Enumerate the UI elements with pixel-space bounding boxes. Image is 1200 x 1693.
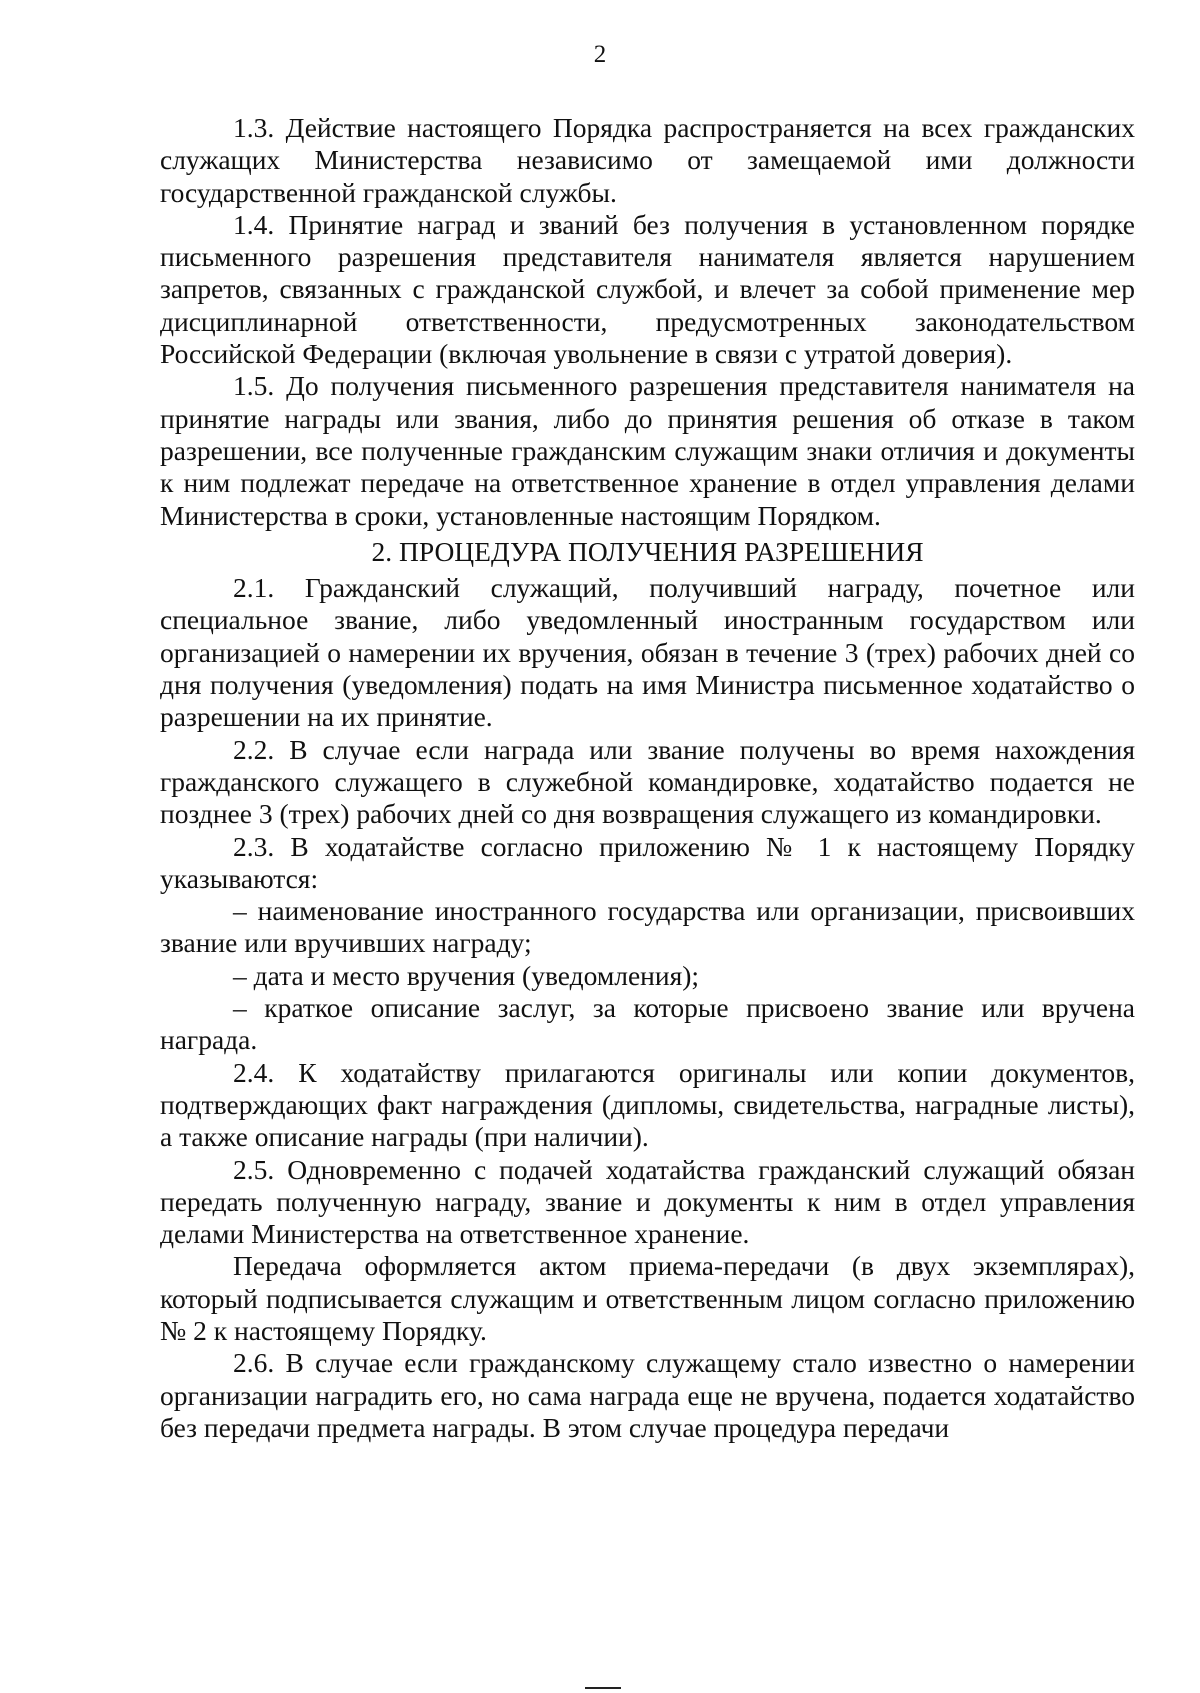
list-item-merits: – краткое описание заслуг, за которые присвоено звание или вручена награда. [160,992,1135,1056]
paragraph-transfer-act: Передача оформляется актом приема-передачи (в двух экземплярах), который подписывается служащим и ответственным лицом согласно приложению № 2 к настоящему Порядку. [160,1250,1135,1346]
paragraph-2-1: 2.1. Гражданский служащий, получивший награду, почетное или специальное звание, либо уведомленный иностранным государством или организацией о намерении их вручения, обязан в течение 3 (трех) рабочих дней со дня получения (уведомления) подать на имя Министра письменное ходатайство о разрешении на их принятие. [160,572,1135,733]
list-item-date-place: – дата и место вручения (уведомления); [233,959,700,991]
paragraph-1-5: 1.5. До получения письменного разрешения представителя нанимателя на принятие награды или звания, либо до принятия решения об отказе в таком разрешении, все полученные гражданским служащим знаки отличия и документы к ним подлежат передаче на ответственное хранение в отдел управления делами Министерства в сроки, установленные настоящим Порядком. [160,370,1135,531]
paragraph-1-3: 1.3. Действие настоящего Порядка распространяется на всех гражданских служащих Министерства независимо от замещаемой ими должности государственной гражданской службы. [160,112,1135,208]
paragraph-2-5: 2.5. Одновременно с подачей ходатайства гражданский служащий обязан передать полученную награду, звание и документы к ним в отдел управления делами Министерства на ответственное хранение. [160,1153,1135,1250]
paragraph-2-2: 2.2. В случае если награда или звание получены во время нахождения гражданского служащего в служебной командировке, ходатайство подается не позднее 3 (трех) рабочих дней со дня возвращения служащего из командировки. [160,733,1135,830]
paragraph-2-4: 2.4. К ходатайству прилагаются оригиналы или копии документов, подтверждающих факт награждения (дипломы, свидетельства, наградные листы), а также описание награды (при наличии). [160,1056,1135,1153]
page-number: 2 [593,41,607,68]
list-item-country-name: – наименование иностранного государства или организации, присвоивших звание или вручивших награду; [160,895,1135,959]
paragraph-1-4: 1.4. Принятие наград и званий без получения в установленном порядке письменного разрешения представителя нанимателя является нарушением запретов, связанных с гражданской службой, и влечет за собой применение мер дисциплинарной ответственности, предусмотренных законодательством Российской Федерации (включая увольнение в связи с утратой доверия). [160,208,1135,370]
paragraph-2-3: 2.3. В ходатайстве согласно приложению № 1 к настоящему Порядку указываются: [160,830,1135,894]
document-body [160,112,1135,1444]
section-heading: 2. ПРОЦЕДУРА ПОЛУЧЕНИЯ РАЗРЕШЕНИЯ [371,535,924,567]
paragraph-2-6: 2.6. В случае если гражданскому служащему стало известно о намерении организации наградить его, но сама награда еще не вручена, подается ходатайство без передачи предмета награды. В этом случае процедура передачи [160,1347,1135,1443]
footer-mark [585,1687,621,1689]
